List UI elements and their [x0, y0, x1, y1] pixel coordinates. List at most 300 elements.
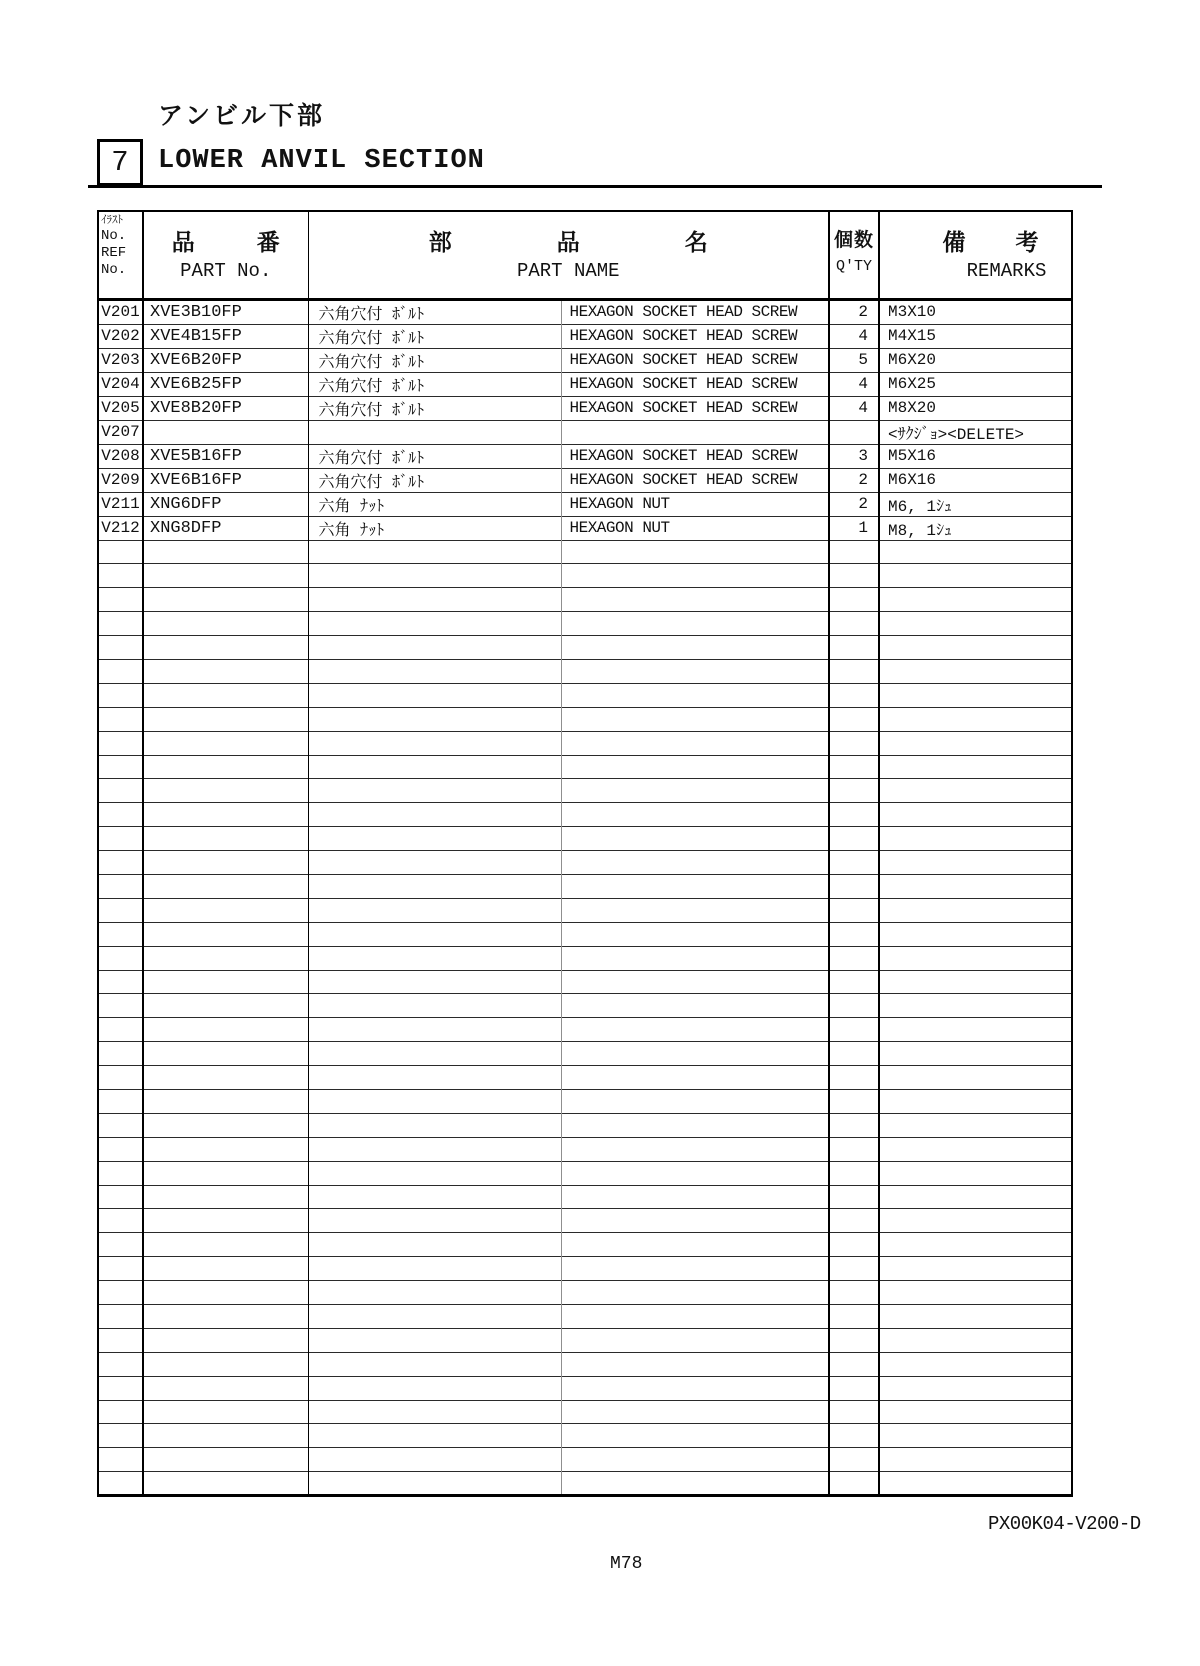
table-row: [98, 492, 1072, 516]
part-name-jp-cell: [308, 1018, 561, 1042]
part-name-jp-cell: 六角穴付 ﾎﾞﾙﾄ: [308, 396, 561, 420]
table-row: [98, 1305, 1072, 1329]
remarks-cell: [879, 946, 1072, 970]
ref-no-cell: [98, 755, 143, 779]
remarks-cell: [879, 1137, 1072, 1161]
remarks-cell: [879, 827, 1072, 851]
part-name-jp-cell: [308, 588, 561, 612]
part-no-cell: [143, 1089, 308, 1113]
remarks-cell: [879, 1018, 1072, 1042]
part-no-cell: [143, 779, 308, 803]
remarks-cell: [879, 755, 1072, 779]
header-part-name-en: PART NAME: [516, 260, 620, 282]
table-row: [98, 1281, 1072, 1305]
ref-no-cell: [98, 1424, 143, 1448]
qty-cell: 2: [829, 299, 879, 324]
ref-no-cell: V202: [98, 324, 143, 348]
remarks-cell: [879, 731, 1072, 755]
remarks-cell: [879, 1042, 1072, 1066]
part-name-en-cell: [561, 1281, 829, 1305]
table-row: [98, 540, 1072, 564]
qty-cell: 4: [829, 396, 879, 420]
part-name-en-cell: [561, 1161, 829, 1185]
header-part-no-jp-char1: 品: [171, 231, 195, 257]
part-name-en-cell: [561, 755, 829, 779]
part-name-en-cell: [561, 779, 829, 803]
remarks-cell: [879, 1305, 1072, 1329]
header-ref-no: [98, 211, 143, 299]
ref-no-cell: [98, 540, 143, 564]
part-no-cell: [143, 946, 308, 970]
ref-no-cell: [98, 1472, 143, 1496]
qty-cell: [829, 1018, 879, 1042]
qty-cell: [829, 1376, 879, 1400]
remarks-cell: [879, 612, 1072, 636]
table-row: [98, 1448, 1072, 1472]
table-row: [98, 324, 1072, 348]
table-row: [98, 444, 1072, 468]
header-ref-line-no2: No.: [101, 262, 127, 278]
remarks-cell: [879, 1089, 1072, 1113]
table-row: [98, 1066, 1072, 1090]
part-name-en-cell: [561, 588, 829, 612]
part-name-jp-cell: [308, 803, 561, 827]
table-row: [98, 803, 1072, 827]
table-body: [98, 299, 1072, 1496]
part-name-jp-cell: [308, 994, 561, 1018]
table-row: [98, 659, 1072, 683]
qty-cell: [829, 1042, 879, 1066]
part-name-jp-cell: [308, 1352, 561, 1376]
part-no-cell: [143, 731, 308, 755]
part-name-jp-cell: [308, 1257, 561, 1281]
part-name-jp-cell: [308, 755, 561, 779]
part-name-en-cell: [561, 1233, 829, 1257]
remarks-cell: [879, 1066, 1072, 1090]
table-row: [98, 588, 1072, 612]
remarks-cell: M6, 1ｼｭ: [879, 492, 1072, 516]
part-no-cell: XVE3B10FP: [143, 299, 308, 324]
part-name-en-cell: [561, 994, 829, 1018]
part-name-jp-cell: [308, 851, 561, 875]
part-no-cell: [143, 707, 308, 731]
part-name-en-cell: HEXAGON SOCKET HEAD SCREW: [561, 372, 829, 396]
table-row: [98, 946, 1072, 970]
part-name-jp-cell: [308, 1185, 561, 1209]
header-remarks-jp: [910, 224, 1071, 257]
remarks-cell: M6X20: [879, 348, 1072, 372]
ref-no-cell: [98, 1352, 143, 1376]
qty-cell: 4: [829, 372, 879, 396]
qty-cell: [829, 540, 879, 564]
part-name-en-cell: [561, 707, 829, 731]
part-name-en-cell: HEXAGON SOCKET HEAD SCREW: [561, 444, 829, 468]
part-name-jp-cell: [308, 1137, 561, 1161]
part-no-cell: XVE8B20FP: [143, 396, 308, 420]
remarks-cell: <ｻｸｼﾞｮ><DELETE>: [879, 420, 1072, 444]
ref-no-cell: [98, 659, 143, 683]
qty-cell: [829, 1305, 879, 1329]
part-no-cell: [143, 420, 308, 444]
qty-cell: [829, 1352, 879, 1376]
remarks-cell: [879, 636, 1072, 660]
table-row: [98, 1376, 1072, 1400]
part-name-jp-cell: 六角穴付 ﾎﾞﾙﾄ: [308, 468, 561, 492]
qty-cell: [829, 612, 879, 636]
ref-no-cell: [98, 1305, 143, 1329]
ref-no-cell: [98, 1328, 143, 1352]
qty-cell: [829, 1328, 879, 1352]
part-name-en-cell: [561, 1042, 829, 1066]
remarks-cell: [879, 922, 1072, 946]
part-no-cell: [143, 1328, 308, 1352]
part-name-jp-cell: [308, 1448, 561, 1472]
part-no-cell: XNG8DFP: [143, 516, 308, 540]
part-name-en-cell: HEXAGON SOCKET HEAD SCREW: [561, 348, 829, 372]
part-name-en-cell: [561, 874, 829, 898]
title-underline: [88, 185, 1102, 188]
part-name-jp-cell: [308, 707, 561, 731]
part-name-en-cell: [561, 564, 829, 588]
part-no-cell: [143, 851, 308, 875]
qty-cell: [829, 659, 879, 683]
table-row: [98, 1257, 1072, 1281]
table-row: [98, 1233, 1072, 1257]
part-name-en-cell: [561, 1185, 829, 1209]
document-code: PX00K04-V200-D: [988, 1513, 1141, 1535]
qty-cell: [829, 683, 879, 707]
part-name-en-cell: [561, 1352, 829, 1376]
part-name-en-cell: [561, 827, 829, 851]
part-name-jp-cell: [308, 564, 561, 588]
qty-cell: [829, 1066, 879, 1090]
part-no-cell: [143, 659, 308, 683]
part-name-jp-cell: [308, 612, 561, 636]
table-row: [98, 1424, 1072, 1448]
part-no-cell: [143, 1281, 308, 1305]
header-ref-line-jp: ｲﾗｽﾄ: [101, 215, 123, 227]
part-no-cell: XVE6B20FP: [143, 348, 308, 372]
table-row: [98, 1400, 1072, 1424]
part-name-en-cell: [561, 731, 829, 755]
remarks-cell: [879, 803, 1072, 827]
part-name-en-cell: HEXAGON NUT: [561, 492, 829, 516]
header-part-name-jp: [309, 224, 829, 257]
qty-cell: [829, 420, 879, 444]
qty-cell: [829, 707, 879, 731]
table-header: [98, 211, 1072, 299]
part-no-cell: [143, 1066, 308, 1090]
remarks-cell: [879, 1424, 1072, 1448]
part-name-jp-cell: [308, 1281, 561, 1305]
part-no-cell: [143, 1448, 308, 1472]
remarks-cell: [879, 1209, 1072, 1233]
part-name-jp-cell: [308, 1233, 561, 1257]
part-name-jp-cell: [308, 636, 561, 660]
part-no-cell: [143, 1400, 308, 1424]
table-row: [98, 1352, 1072, 1376]
part-name-en-cell: [561, 1018, 829, 1042]
part-name-jp-cell: [308, 420, 561, 444]
table-row: [98, 1089, 1072, 1113]
part-no-cell: [143, 803, 308, 827]
part-name-en-cell: [561, 851, 829, 875]
part-name-en-cell: [561, 1066, 829, 1090]
ref-no-cell: [98, 564, 143, 588]
remarks-cell: [879, 1185, 1072, 1209]
section-number-box: [97, 139, 143, 186]
ref-no-cell: [98, 1400, 143, 1424]
ref-no-cell: [98, 1281, 143, 1305]
part-name-jp-cell: [308, 874, 561, 898]
header-part-name-jp-char3: 名: [684, 231, 708, 257]
part-name-en-cell: [561, 1400, 829, 1424]
part-name-en-cell: HEXAGON SOCKET HEAD SCREW: [561, 324, 829, 348]
qty-cell: [829, 564, 879, 588]
table-row: [98, 299, 1072, 324]
table-row: [98, 1042, 1072, 1066]
table-row: [98, 779, 1072, 803]
part-name-jp-cell: [308, 922, 561, 946]
part-no-cell: [143, 898, 308, 922]
part-no-cell: [143, 1257, 308, 1281]
part-no-cell: [143, 683, 308, 707]
part-no-cell: [143, 1042, 308, 1066]
part-name-jp-cell: [308, 1161, 561, 1185]
qty-cell: [829, 1209, 879, 1233]
part-name-en-cell: HEXAGON SOCKET HEAD SCREW: [561, 299, 829, 324]
ref-no-cell: [98, 1257, 143, 1281]
ref-no-cell: [98, 1137, 143, 1161]
part-name-en-cell: [561, 898, 829, 922]
header-remarks-jp-char1: 備: [942, 231, 966, 257]
part-name-en-cell: [561, 1257, 829, 1281]
part-name-en-cell: [561, 1089, 829, 1113]
table-row: [98, 731, 1072, 755]
qty-cell: [829, 1185, 879, 1209]
ref-no-cell: [98, 1018, 143, 1042]
part-name-en-cell: [561, 659, 829, 683]
table-row: [98, 1137, 1072, 1161]
qty-cell: [829, 731, 879, 755]
part-name-jp-cell: [308, 540, 561, 564]
qty-cell: [829, 636, 879, 660]
table-row: [98, 755, 1072, 779]
part-name-en-cell: [561, 803, 829, 827]
table-row: [98, 348, 1072, 372]
section-number: 7: [111, 146, 129, 179]
part-no-cell: [143, 1137, 308, 1161]
part-name-en-cell: [561, 612, 829, 636]
part-name-en-cell: HEXAGON SOCKET HEAD SCREW: [561, 468, 829, 492]
page-number: M78: [610, 1554, 643, 1574]
qty-cell: 4: [829, 324, 879, 348]
part-no-cell: [143, 588, 308, 612]
ref-no-cell: [98, 970, 143, 994]
part-no-cell: [143, 1424, 308, 1448]
part-name-en-cell: [561, 1376, 829, 1400]
ref-no-cell: [98, 1042, 143, 1066]
section-title: LOWER ANVIL SECTION: [158, 146, 485, 176]
part-no-cell: XNG6DFP: [143, 492, 308, 516]
ref-no-cell: [98, 612, 143, 636]
ref-no-cell: [98, 946, 143, 970]
remarks-cell: [879, 540, 1072, 564]
remarks-cell: M3X10: [879, 299, 1072, 324]
part-name-en-cell: HEXAGON NUT: [561, 516, 829, 540]
ref-no-cell: [98, 1113, 143, 1137]
qty-cell: [829, 922, 879, 946]
part-no-cell: [143, 564, 308, 588]
part-name-en-cell: [561, 970, 829, 994]
qty-cell: [829, 851, 879, 875]
ref-no-cell: V211: [98, 492, 143, 516]
part-no-cell: [143, 1233, 308, 1257]
ref-no-cell: [98, 827, 143, 851]
remarks-cell: [879, 659, 1072, 683]
qty-cell: [829, 827, 879, 851]
part-name-jp-cell: [308, 1042, 561, 1066]
remarks-cell: [879, 898, 1072, 922]
qty-cell: [829, 803, 879, 827]
part-name-en-cell: [561, 1113, 829, 1137]
part-no-cell: [143, 540, 308, 564]
header-qty-en: Q'TY: [835, 258, 872, 275]
qty-cell: [829, 1424, 879, 1448]
ref-no-cell: V205: [98, 396, 143, 420]
ref-no-cell: [98, 1066, 143, 1090]
part-name-en-cell: [561, 946, 829, 970]
qty-cell: [829, 874, 879, 898]
part-name-jp-cell: [308, 1066, 561, 1090]
part-no-cell: [143, 1209, 308, 1233]
header-part-name-jp-char2: 品: [556, 231, 580, 257]
part-name-jp-cell: [308, 1424, 561, 1448]
part-no-cell: [143, 994, 308, 1018]
part-name-en-cell: [561, 1137, 829, 1161]
part-no-cell: XVE6B16FP: [143, 468, 308, 492]
part-name-jp-cell: [308, 1472, 561, 1496]
section-title-japanese: アンビル下部: [158, 103, 326, 132]
ref-no-cell: [98, 588, 143, 612]
ref-no-cell: [98, 803, 143, 827]
part-name-jp-cell: [308, 1376, 561, 1400]
part-name-jp-cell: 六角穴付 ﾎﾞﾙﾄ: [308, 299, 561, 324]
table-row: [98, 1472, 1072, 1496]
remarks-cell: [879, 1472, 1072, 1496]
table-row: [98, 827, 1072, 851]
part-no-cell: [143, 755, 308, 779]
qty-cell: [829, 1257, 879, 1281]
part-no-cell: [143, 827, 308, 851]
part-name-jp-cell: [308, 1113, 561, 1137]
header-part-no-jp: [144, 224, 308, 257]
qty-cell: [829, 1113, 879, 1137]
part-name-en-cell: [561, 1448, 829, 1472]
qty-cell: [829, 898, 879, 922]
header-remarks-en: REMARKS: [966, 260, 1047, 282]
ref-no-cell: [98, 1185, 143, 1209]
qty-cell: 5: [829, 348, 879, 372]
table-row: [98, 1018, 1072, 1042]
table-row: [98, 636, 1072, 660]
qty-cell: 2: [829, 492, 879, 516]
ref-no-cell: [98, 683, 143, 707]
part-no-cell: [143, 1185, 308, 1209]
part-name-jp-cell: [308, 779, 561, 803]
qty-cell: [829, 1137, 879, 1161]
part-name-en-cell: HEXAGON SOCKET HEAD SCREW: [561, 396, 829, 420]
part-name-jp-cell: [308, 898, 561, 922]
part-no-cell: [143, 1113, 308, 1137]
remarks-cell: [879, 1257, 1072, 1281]
part-name-jp-cell: 六角穴付 ﾎﾞﾙﾄ: [308, 324, 561, 348]
ref-no-cell: [98, 779, 143, 803]
qty-cell: [829, 779, 879, 803]
part-no-cell: XVE5B16FP: [143, 444, 308, 468]
remarks-cell: [879, 1281, 1072, 1305]
table-row: [98, 516, 1072, 540]
remarks-cell: M4X15: [879, 324, 1072, 348]
ref-no-cell: [98, 922, 143, 946]
table-row: [98, 1161, 1072, 1185]
ref-no-cell: V212: [98, 516, 143, 540]
table-row: [98, 922, 1072, 946]
ref-no-cell: [98, 994, 143, 1018]
part-name-jp-cell: 六角穴付 ﾎﾞﾙﾄ: [308, 372, 561, 396]
part-no-cell: [143, 612, 308, 636]
ref-no-cell: [98, 636, 143, 660]
part-name-en-cell: [561, 1328, 829, 1352]
qty-cell: [829, 970, 879, 994]
ref-no-cell: V207: [98, 420, 143, 444]
part-name-jp-cell: 六角 ﾅｯﾄ: [308, 492, 561, 516]
part-name-en-cell: [561, 1305, 829, 1329]
qty-cell: [829, 1233, 879, 1257]
table-row: [98, 468, 1072, 492]
header-part-no-jp-char2: 番: [256, 231, 280, 257]
part-name-en-cell: [561, 540, 829, 564]
remarks-cell: M8X20: [879, 396, 1072, 420]
part-name-jp-cell: 六角穴付 ﾎﾞﾙﾄ: [308, 348, 561, 372]
remarks-cell: [879, 874, 1072, 898]
remarks-cell: [879, 851, 1072, 875]
header-ref-line-no1: No.: [101, 228, 127, 244]
remarks-cell: M6X25: [879, 372, 1072, 396]
part-name-jp-cell: [308, 683, 561, 707]
qty-cell: [829, 1161, 879, 1185]
remarks-cell: [879, 970, 1072, 994]
part-name-en-cell: [561, 636, 829, 660]
part-name-en-cell: [561, 922, 829, 946]
header-remarks: [879, 211, 1072, 299]
table-row: [98, 994, 1072, 1018]
ref-no-cell: [98, 1448, 143, 1472]
part-no-cell: XVE6B25FP: [143, 372, 308, 396]
header-part-name-jp-char1: 部: [428, 231, 452, 257]
table-row: [98, 1185, 1072, 1209]
part-name-jp-cell: 六角穴付 ﾎﾞﾙﾄ: [308, 444, 561, 468]
table-row: [98, 372, 1072, 396]
part-name-jp-cell: [308, 1089, 561, 1113]
table-row: [98, 1328, 1072, 1352]
ref-no-cell: V204: [98, 372, 143, 396]
remarks-cell: [879, 994, 1072, 1018]
part-name-jp-cell: [308, 1328, 561, 1352]
ref-no-cell: [98, 707, 143, 731]
ref-no-cell: [98, 731, 143, 755]
part-no-cell: [143, 1305, 308, 1329]
